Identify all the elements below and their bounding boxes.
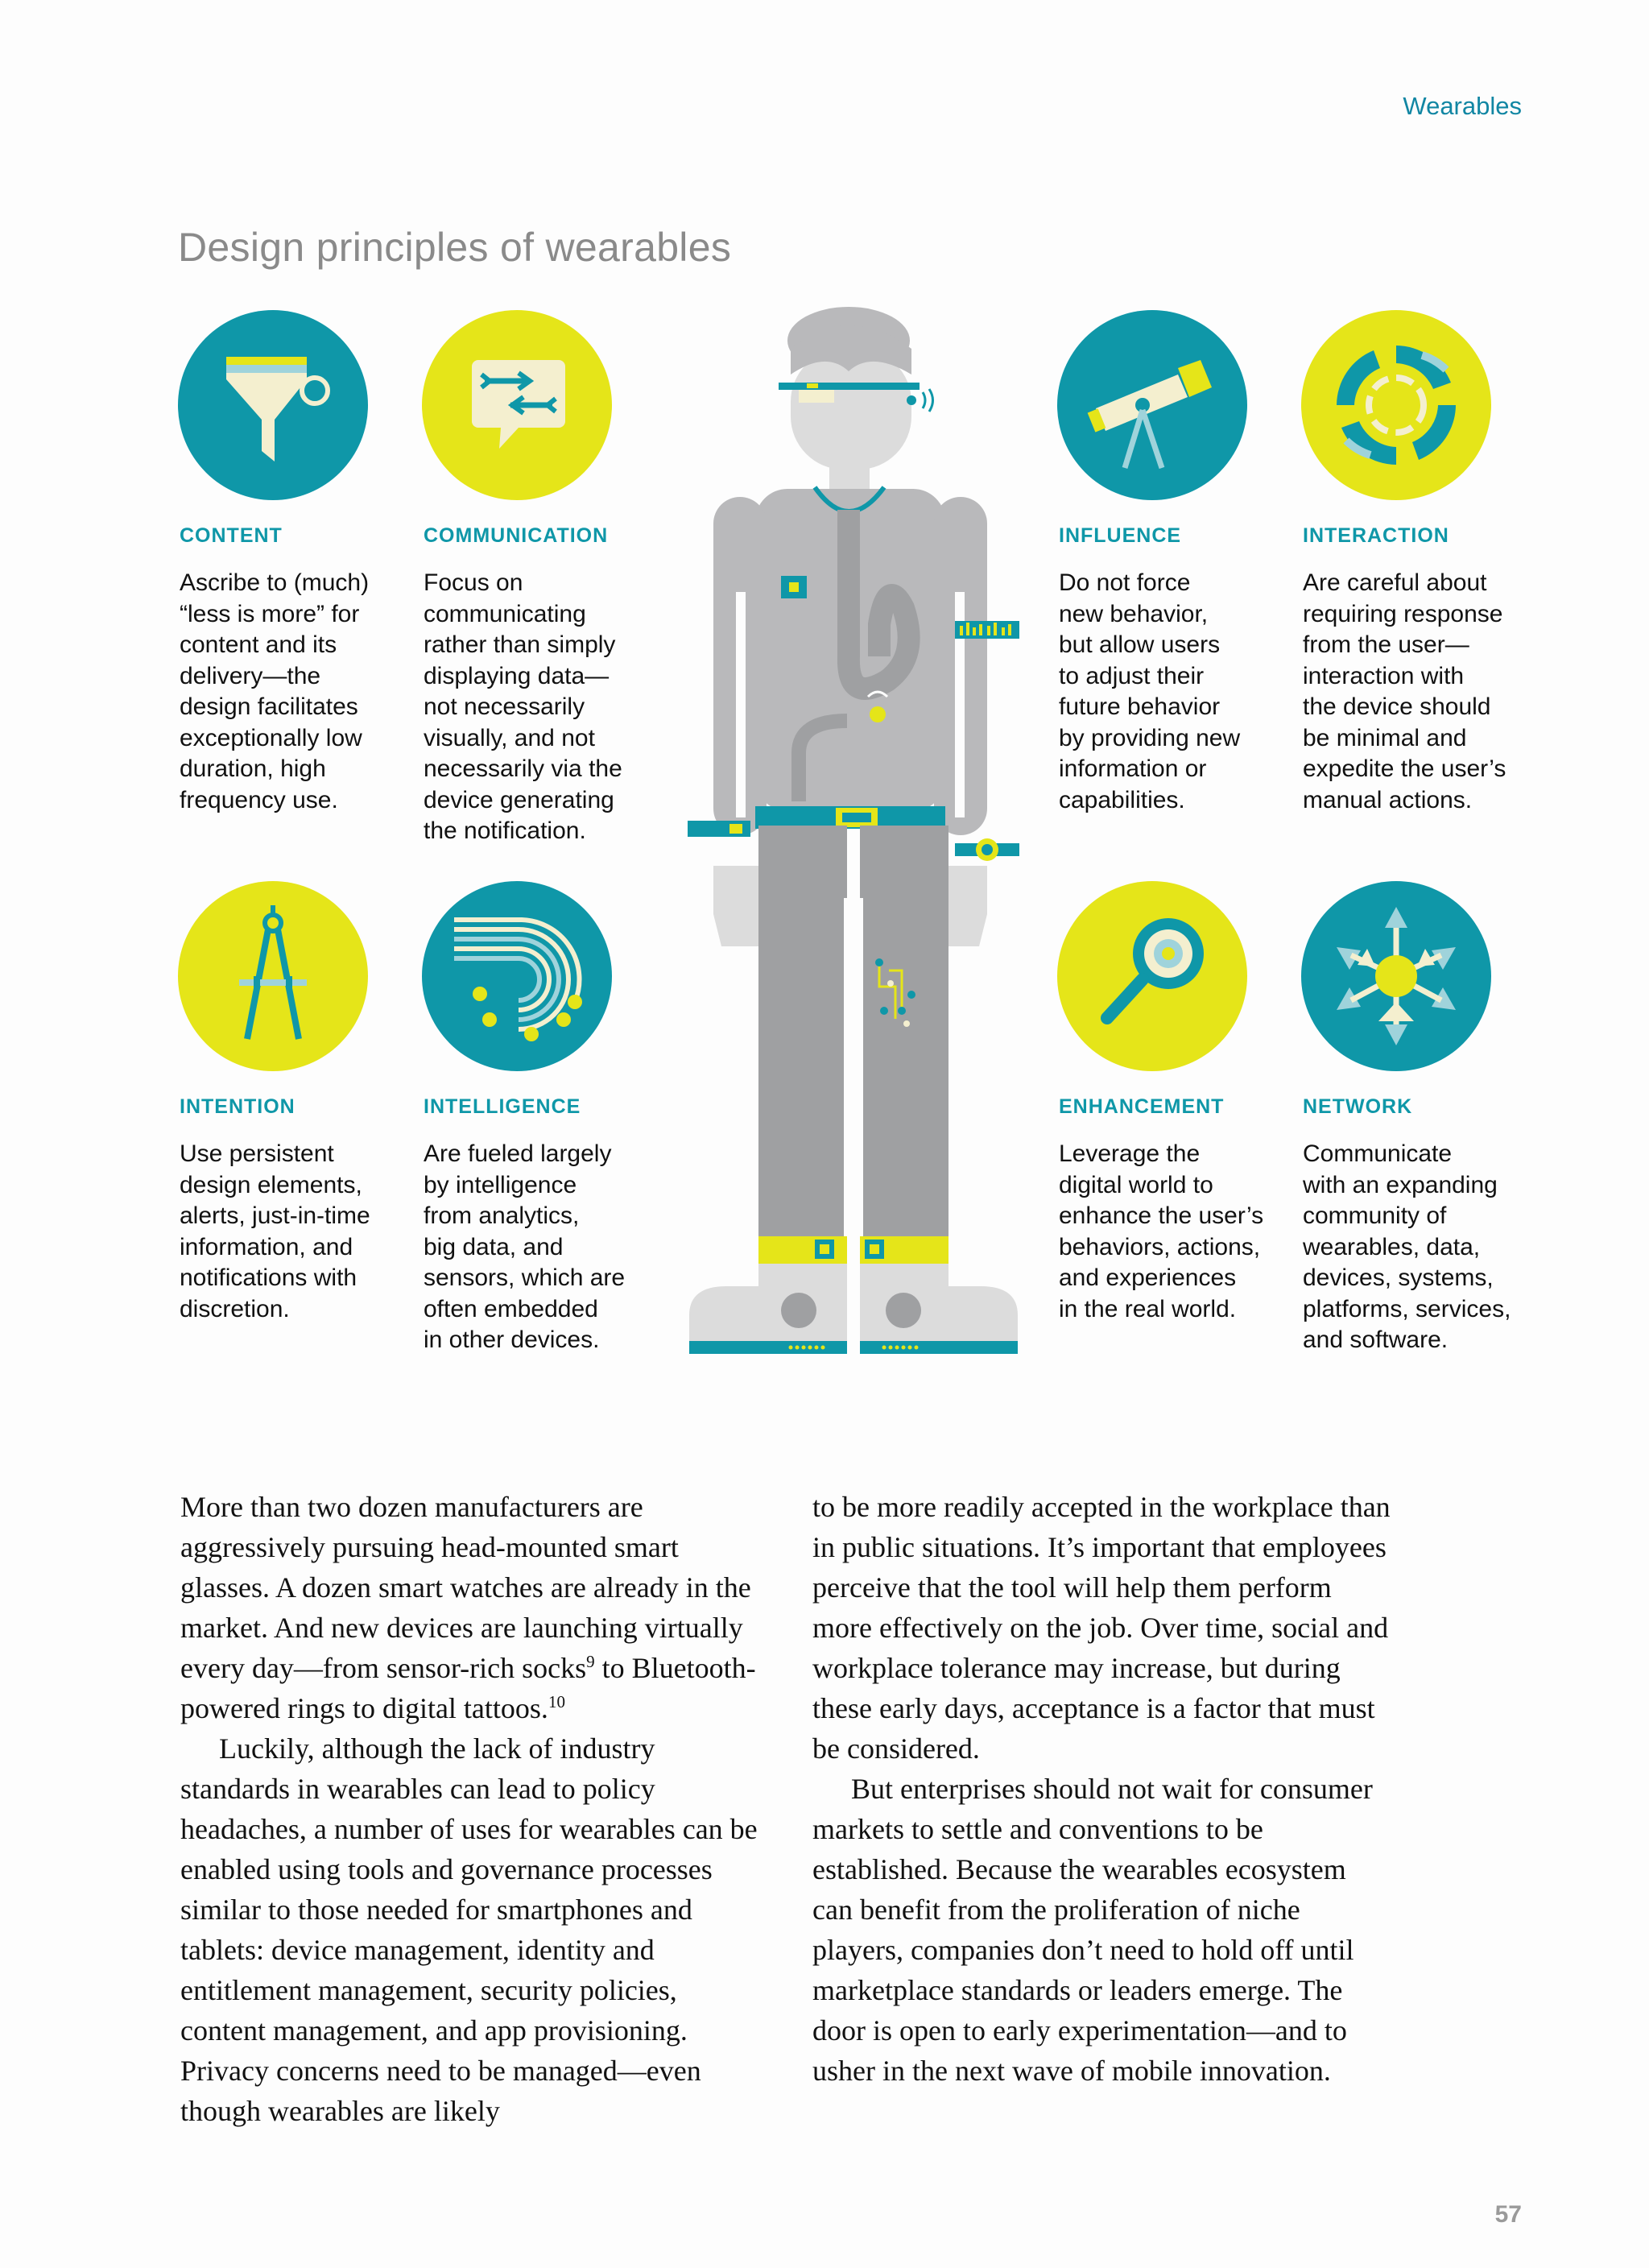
swirl-icon	[1301, 310, 1491, 500]
body-text: to Bluetooth-powered rings to digital tattoos.	[180, 1652, 756, 1724]
principle-text: Focus on communicating rather than simply displaying data— not necessarily visually, and not necessarily via the device generating the notification.	[424, 569, 622, 844]
principle-text: Communicate with an expanding community of wearables, data, devices, systems, platforms, services, and software.	[1303, 1140, 1511, 1353]
principle-influence	[1057, 310, 1291, 813]
footnote-ref: 10	[548, 1692, 565, 1711]
body-column-left	[180, 1487, 760, 2131]
principle-text: Are careful about requiring response from the user— interaction with the device should be minimal and expedite the user’s manual actions.	[1303, 569, 1506, 813]
circuit-arcs-icon	[422, 881, 612, 1071]
page-number: 57	[1494, 2201, 1522, 2228]
principle-network	[1301, 881, 1535, 1353]
wearables-figure-illustration	[678, 302, 1029, 1361]
network-arrows-icon	[1301, 881, 1491, 1071]
principle-title: ENHANCEMENT	[1059, 1095, 1225, 1118]
principle-intelligence	[422, 881, 655, 1353]
compass-icon	[178, 881, 368, 1071]
principle-communication	[422, 310, 655, 844]
magnifier-icon	[1057, 881, 1247, 1071]
footnote-ref: 9	[586, 1652, 595, 1671]
principle-title: NETWORK	[1303, 1095, 1413, 1118]
principle-title: INTERACTION	[1303, 524, 1449, 547]
principle-title: INFLUENCE	[1059, 524, 1182, 547]
body-text: More than two dozen manufacturers are aggressively pursuing head-mounted smart glasses. A dozen smart watches are already in the market. And new devices are launching virtually every day—from sensor-rich socks	[180, 1491, 751, 1684]
principle-title: INTENTION	[180, 1095, 295, 1118]
principle-intention	[178, 881, 411, 1322]
body-paragraph	[180, 1487, 760, 1728]
body-paragraph: But enterprises should not wait for consumer markets to settle and conventions to be established. Because the wearables ecosystem can benefit from the proliferation of niche players, companies don’t need to hold off until marketplace standards or leaders emerge. The door is open to early experimentation—and to usher in the next wave of mobile innovation.	[812, 1773, 1373, 2087]
principle-title: COMMUNICATION	[424, 524, 609, 547]
principle-text: Ascribe to (much) “less is more” for content and its delivery—the design facilitates exceptionally low duration, high frequency use.	[180, 569, 370, 813]
body-paragraph: to be more readily accepted in the workplace than in public situations. It’s important that employees perceive that the tool will help them perform more effectively on the job. Over time, social and workplace tolerance may increase, but during these early days, acceptance is a factor that must be considered.	[812, 1491, 1391, 1765]
principle-interaction	[1301, 310, 1535, 813]
principle-text: Leverage the digital world to enhance the user’s behaviors, actions, and experiences in the real world.	[1059, 1140, 1264, 1322]
body-column-right	[812, 1487, 1392, 2091]
principle-title: INTELLIGENCE	[424, 1095, 581, 1118]
principle-text: Are fueled largely by intelligence from analytics, big data, and sensors, which are often embedded in other devices.	[424, 1140, 626, 1353]
speech-bubble-arrows-icon	[422, 310, 612, 500]
running-head: Wearables	[1403, 92, 1522, 120]
section-title: Design principles of wearables	[178, 225, 732, 270]
principle-text: Do not force new behavior, but allow users to adjust their future behavior by providing new information or capabilities.	[1059, 569, 1241, 813]
telescope-icon	[1057, 310, 1247, 500]
funnel-icon	[178, 310, 368, 500]
principle-content	[178, 310, 411, 813]
body-paragraph: Luckily, although the lack of industry standards in wearables can lead to policy headaches, a number of uses for wearables can be enabled using tools and governance processes similar to those needed for smartphones and tablets: device management, identity and entitlement management, security policies, content management, and app provisioning. Privacy concerns need to be managed—even though wearables are likely	[180, 1732, 758, 2127]
principle-enhancement	[1057, 881, 1291, 1322]
principle-text: Use persistent design elements, alerts, just-in-time information, and notifications with discretion.	[180, 1140, 370, 1322]
principle-title: CONTENT	[180, 524, 283, 547]
